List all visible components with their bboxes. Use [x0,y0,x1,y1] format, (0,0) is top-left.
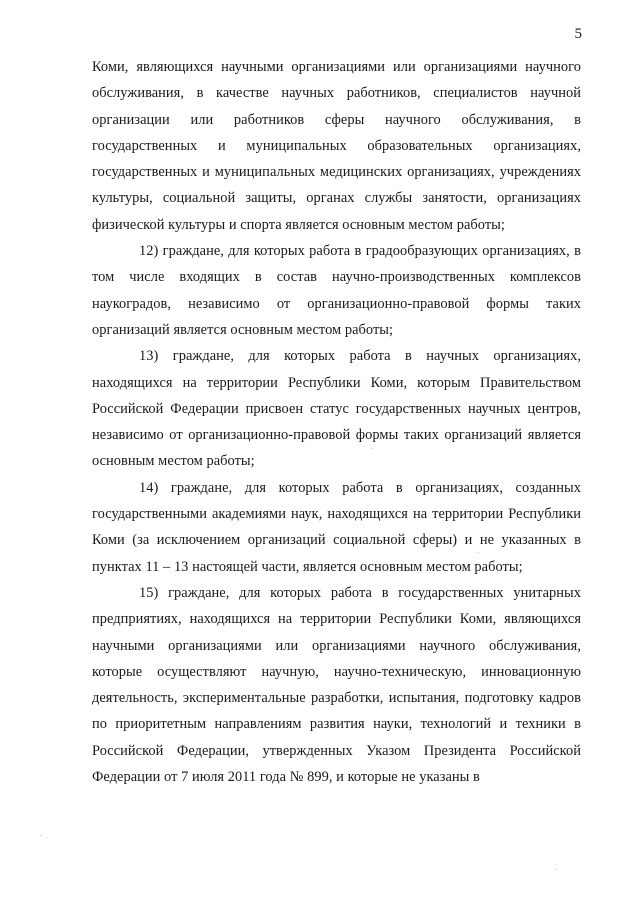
paragraph-item-12: 12) граждане, для которых работа в градообразующих организациях, в том числе входящих в состав научно-производственных комплексов наукоградов, независимо от организационно-правовой формы таких организаций является основным местом работы; [92,243,581,338]
scan-speck [478,552,479,553]
scan-speck [372,448,373,449]
paragraph-item-15: 15) граждане, для которых работа в государственных унитарных предприятиях, находящихся на территории Республики Коми, являющихся научными организациями или организациями научного обслуживания, которые осуществляют научную, научно-техническую, инновационную деятельность, экспериментальные разработки, испытания, подготовку кадров по приоритетным направлениям развития науки, технологий и техники в Российской Федерации, утвержденных Указом Президента Российской Федерации от 7 июля 2011 года № 899, и которые не указаны в [92,584,581,786]
paragraph-item-13: 13) граждане, для которых работа в научных организациях, находящихся на территории Республики Коми, которым Правительством Российской Федерации присвоен статус государственных научных центров, независимо от организационно-правовой формы таких организаций является основным местом работы; [92,348,581,470]
scan-speck [40,835,41,836]
paragraph-item-14: 14) граждане, для которых работа в организациях, созданных государственными академиями наук, находящихся на территории Республики Коми (за исключением организаций социальной сферы) и не указанных в пунктах 11 – 13 настоящей части, является основным местом работы; [92,479,581,575]
document-body [92,54,581,790]
paragraph-continuation: Коми, являющихся научными организациями или организациями научного обслуживания, в качестве научных работников, специалистов научной организации или работников сферы научного обслуживания, в государственных и муниципальных образовательных организациях, государственных и муниципальных медицинских организациях, учреждениях культуры, социальной защиты, органах службы занятости, организациях физической культуры и спорта является основным местом работы; [92,59,581,233]
scan-speck [555,869,556,870]
page-number: 5 [574,26,582,42]
